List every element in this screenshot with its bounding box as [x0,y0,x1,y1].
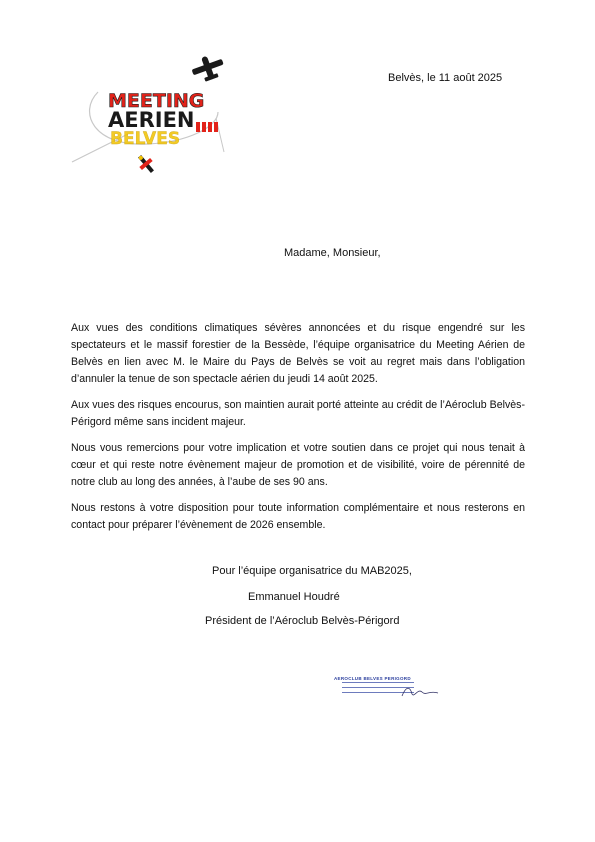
body-paragraph: Aux vues des conditions climatiques sévères annoncées et du risque engendré sur les spectateurs et le massif forestier de la Bessède, l’équipe organisatrice du Meeting Aérien de Belvès en lien avec M. le Maire du Pays de Belvès se voit au regret mais dans l’obligation d’annuler la tenue de son spectacle aérien du jeudi 14 août 2025. [71,322,525,385]
signature-team-line: Pour l’équipe organisatrice du MAB2025, [212,565,412,577]
signature-name: Emmanuel Houdré [248,591,340,603]
logo-meeting-text: MEETING [108,90,205,112]
letter-date: Belvès, le 11 août 2025 [388,72,503,84]
signature-role: Président de l’Aéroclub Belvès-Périgord [205,615,400,627]
salutation: Madame, Monsieur, [284,247,381,259]
body-paragraph: Nous vous remercions pour votre implication et votre soutien dans ce projet qui nous tenait à cœur et qui reste notre évènement majeur de promotion et de visibilité, voire de pérennité de notre club au long des années, à l’aube de ses 90 ans. [71,442,525,488]
club-stamp [330,676,440,702]
body-paragraph: Aux vues des risques encourus, son maintien aurait porté atteinte au crédit de l’Aéroclub Belvès-Périgord même sans incident majeur. [71,399,525,428]
logo-aerien-text: AERIEN [108,108,195,132]
stamp-title: AEROCLUB BELVES PERIGORD [334,676,411,681]
letter-body [71,320,525,543]
handwritten-signature [400,684,440,700]
body-paragraph: Nous restons à votre disposition pour toute information complémentaire et nous resterons en contact pour préparer l’évènement de 2026 ensemble. [71,502,525,531]
meeting-aerien-logo [68,52,234,192]
logo-belves-text: BELVES [110,129,181,149]
